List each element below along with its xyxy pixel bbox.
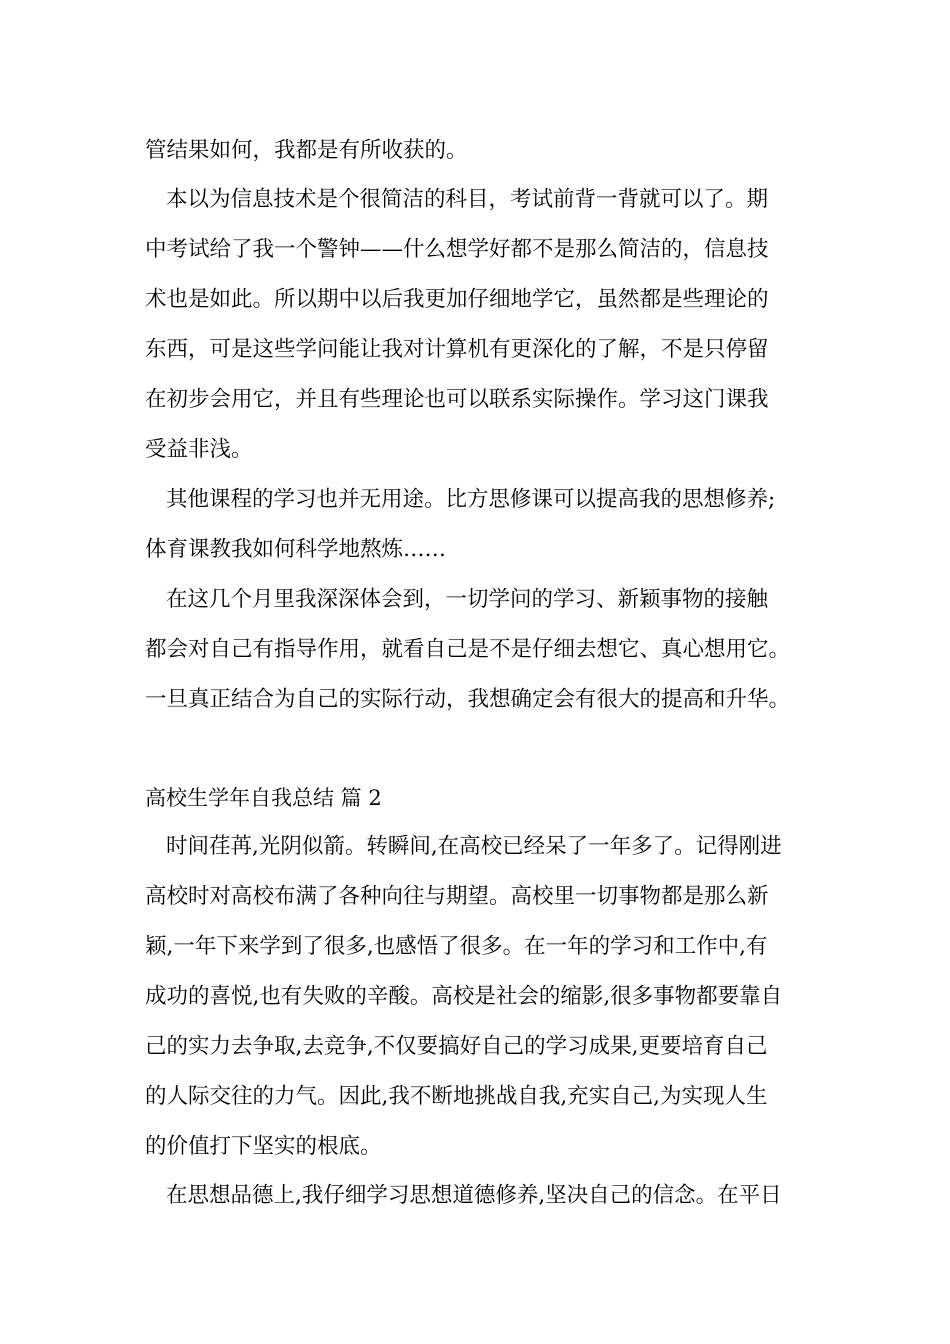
text-line: 的人际交往的力气。因此,我不断地挑战自我,充实自己,为实现人生 <box>145 1084 768 1109</box>
text-line: 在思想品德上,我仔细学习思想道德修养,坚决自己的信念。在平日 <box>166 1183 782 1208</box>
text-line: 都会对自己有指导作用，就看自己是不是仔细去想它、真心想用它。 <box>145 637 791 662</box>
text-line: 颖,一年下来学到了很多,也感悟了很多。在一年的学习和工作中,有 <box>145 934 768 959</box>
text-line: 受益非浅。 <box>145 437 253 462</box>
text-line: 一旦真正结合为自己的实际行动，我想确定会有很大的提高和升华。 <box>145 687 791 712</box>
text-line: 己的实力去争取,去竞争,不仅要搞好自己的学习成果,更要培育自己 <box>145 1034 768 1059</box>
text-line: 时间荏苒,光阴似箭。转瞬间,在高校已经呆了一年多了。记得刚进 <box>166 834 782 859</box>
text-line: 在初步会用它，并且有些理论也可以联系实际操作。学习这门课我 <box>145 387 769 412</box>
text-line: 的价值打下坚实的根底。 <box>145 1134 382 1159</box>
text-line: 体育课教我如何科学地熬炼…… <box>145 537 447 562</box>
text-line: 在这几个月里我深深体会到，一切学问的学习、新颖事物的接触 <box>166 587 769 612</box>
text-line: 高校时对高校布满了各种向往与期望。高校里一切事物都是那么新 <box>145 884 769 909</box>
text-line: 东西，可是这些学问能让我对计算机有更深化的了解，不是只停留 <box>145 337 769 362</box>
section-heading: 高校生学年自我总结 篇 2 <box>145 786 382 810</box>
text-line: 本以为信息技术是个很简洁的科目，考试前背一背就可以了。期 <box>166 187 769 212</box>
text-line: 管结果如何，我都是有所收获的。 <box>145 138 468 163</box>
text-line: 中考试给了我一个警钟——什么想学好都不是那么简洁的，信息技 <box>145 237 769 262</box>
text-line: 其他课程的学习也并无用途。比方思修课可以提高我的思想修养; <box>166 487 776 512</box>
text-line: 成功的喜悦,也有失败的辛酸。高校是社会的缩影,很多事物都要靠自 <box>145 984 783 1009</box>
text-line: 术也是如此。所以期中以后我更加仔细地学它，虽然都是些理论的 <box>145 287 769 312</box>
